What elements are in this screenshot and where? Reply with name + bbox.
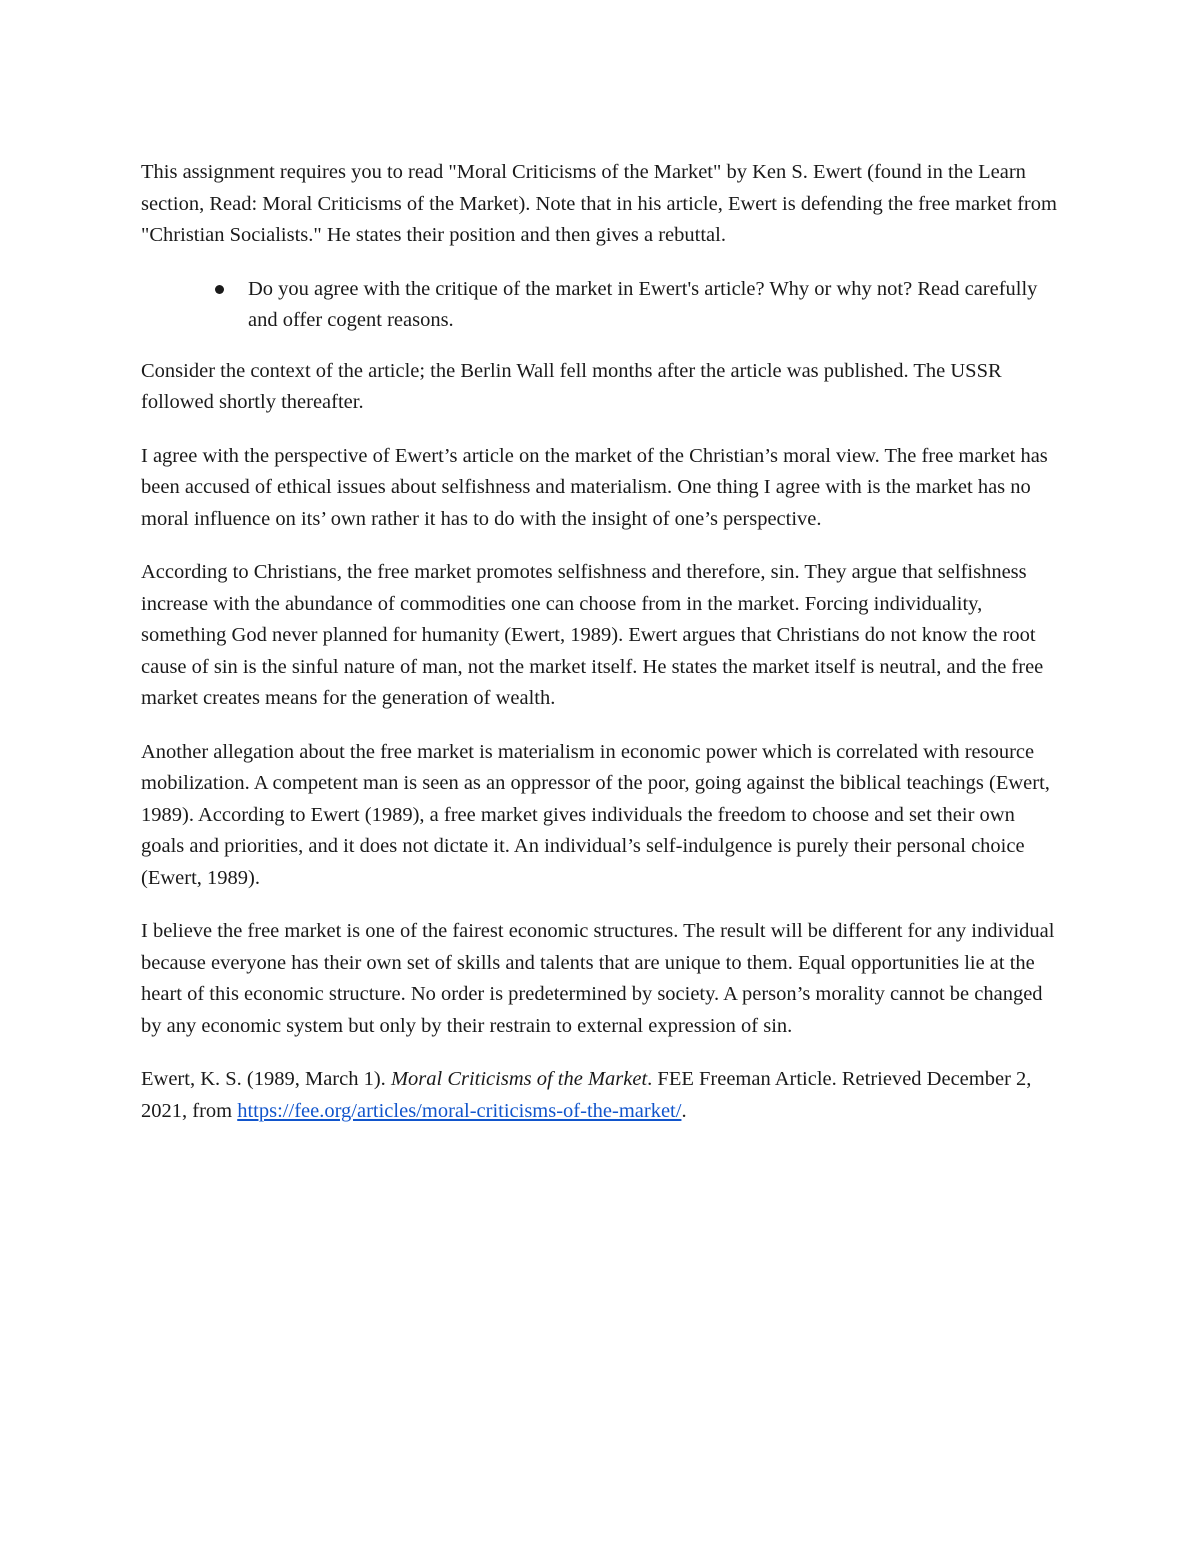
citation-link[interactable]: https://fee.org/articles/moral-criticisms-of-the-market/ — [237, 1099, 682, 1122]
citation-middle: . FEE Freeman Article. Retrieved December 2, 2021, from — [141, 1068, 1032, 1122]
body-paragraph-2: According to Christians, the free market promotes selfishness and therefore, sin. They argue that selfishness increase with the abundance of commodities one can choose from in the market. Forcing individuality, something God never planned for humanity (Ewert, 1989). Ewert argues that Christians do not know the root cause of sin is the sinful nature of man, not the market itself. He states the market itself is neutral, and the free market creates means for the generation of wealth. — [141, 561, 1044, 709]
body-paragraph-1: I agree with the perspective of Ewert’s article on the market of the Christian’s moral view. The free market has been accused of ethical issues about selfishness and materialism. One thing I agree with is the market has no moral influence on its’ own rather it has to do with the insight of one’s perspective. — [141, 444, 1048, 530]
intro-paragraph: This assignment requires you to read "Moral Criticisms of the Market" by Ken S. Ewert (found in the Learn section, Read: Moral Criticisms of the Market). Note that in his article, Ewert is defending the free market from "Christian Socialists." He states their position and then gives a rebuttal. — [141, 161, 1057, 246]
document-page — [141, 157, 1059, 1149]
question-list — [141, 274, 1059, 337]
body-paragraph-4: I believe the free market is one of the fairest economic structures. The result will be different for any individual because everyone has their own set of skills and talents that are unique to them. Equal opportunities lie at the heart of this economic structure. No order is predetermined by society. A person’s morality cannot be changed by any economic system but only by their restrain to external expression of sin. — [141, 920, 1055, 1037]
context-paragraph: Consider the context of the article; the Berlin Wall fell months after the article was published. The USSR followed shortly thereafter. — [141, 359, 1002, 413]
bullet-icon — [215, 285, 224, 294]
citation-prefix: Ewert, K. S. (1989, March 1). — [141, 1068, 391, 1090]
citation-title: Moral Criticisms of the Market — [390, 1068, 648, 1090]
body-paragraph-3: Another allegation about the free market is materialism in economic power which is correlated with resource mobilization. A competent man is seen as an oppressor of the poor, going against the biblical teachings (Ewert, 1989). According to Ewert (1989), a free market gives individuals the freedom to choose and set their own goals and priorities, and it does not dictate it. An individual’s self-indulgence is purely their personal choice (Ewert, 1989). — [141, 740, 1050, 889]
question-item — [248, 274, 1059, 337]
citation-suffix: . — [681, 1099, 687, 1122]
question-text: Do you agree with the critique of the market in Ewert's article? Why or why not? Read carefully and offer cogent reasons. — [248, 277, 1038, 331]
citation-paragraph — [141, 1064, 1059, 1127]
